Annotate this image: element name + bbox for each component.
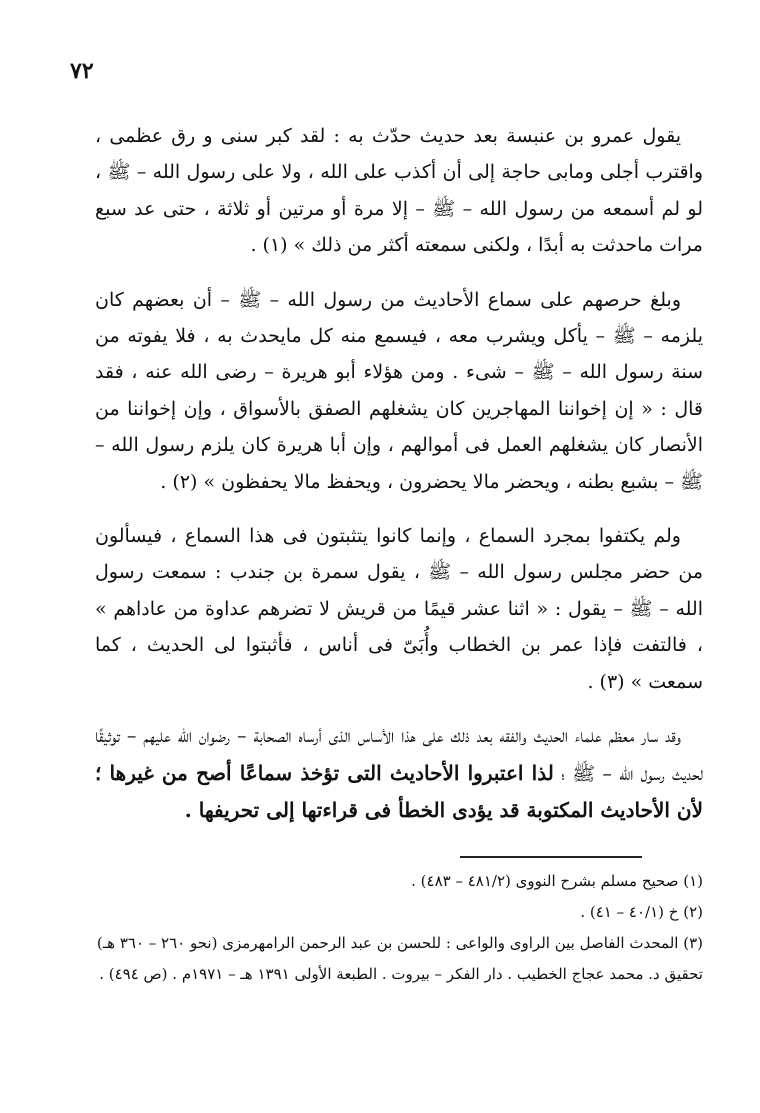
main-text (95, 118, 703, 829)
footnote-2: (٢) خ (٤٠/١ – ٤١) . (580, 903, 703, 921)
footnote-divider (460, 856, 642, 858)
paragraph-4-normal: وقد سار معظم علماء الحديث والفقه بعد ذلك على هذا الأساس الذى أرساه الصحابة – رضوان الله عليهم – توثيقًا لحديث رسول الله – ﷺ ؛ (95, 725, 703, 785)
footnotes (95, 866, 703, 990)
paragraph-4-bold: لذا اعتبروا الأحاديث التى تؤخذ سماعًا أصح من غيرها ؛ لأن الأحاديث المكتوبة قد يؤدى الخطأ فى قراءتها إلى تحريفها . (95, 760, 703, 822)
paragraph-2: وبلغ حرصهم على سماع الأحاديث من رسول الله – ﷺ – أن بعضهم كان يلزمه – ﷺ – يأكل ويشرب معه ، فيسمع منه كل مايحدث به ، فلا يفوته من سنة رسول الله – ﷺ – شىء . ومن هؤلاء أبو هريرة – رضى الله عنه ، فقد قال : « إن إخواننا المهاجرين كان يشغلهم الصفق بالأسواق ، وإن إخواننا من الأنصار كان يشغلهم العمل فى أموالهم ، وإن أبا هريرة كان يلزم رسول الله – ﷺ – بشبع بطنه ، ويحضر مالا يحضرون ، ويحفظ مالا يحفظون » (٢) . (95, 288, 703, 493)
page-number: ٧٢ (70, 58, 94, 84)
paragraph-4 (95, 718, 703, 829)
footnote-1: (١) صحيح مسلم بشرح النووى (٤٨١/٢ – ٤٨٣) . (411, 872, 703, 890)
paragraph-1: يقول عمرو بن عنبسة بعد حديث حدّث به : لقد كبر سنى و رق عظمى ، واقترب أجلى ومابى حاجة إلى أن أكذب على الله ، ولا على رسول الله – ﷺ ، لو لم أسمعه من رسول الله – ﷺ – إلا مرة أو مرتين أو ثلاثة ، حتى عد سبع مرات ماحدثت به أبدًا ، ولكنى سمعته أكثر من ذلك » (١) . (95, 125, 703, 257)
paragraph-3: ولم يكتفوا بمجرد السماع ، وإنما كانوا يتثبتون فى هذا السماع ، فيسألون من حضر مجلس رسول الله – ﷺ ، يقول سمرة بن جندب : سمعت رسول الله – ﷺ – يقول : « اثنا عشر قيمًا من قريش لا تضرهم عداوة من عاداهم » ، فالتفت فإذا عمر بن الخطاب وأُبَىّ فى أناس ، فأثبتوا لى الحديث ، كما سمعت » (٣) . (95, 525, 703, 693)
footnote-3: (٣) المحدث الفاصل بين الراوى والواعى : للحسن بن عبد الرحمن الرامهرمزى (نحو ٢٦٠ – ٣٦٠ هـ) تحقيق د. محمد عجاج الخطيب . دار الفكر – بيروت . الطبعة الأولى ١٣٩١ هـ – ١٩٧١م . (ص ٤٩٤) . (96, 934, 703, 983)
